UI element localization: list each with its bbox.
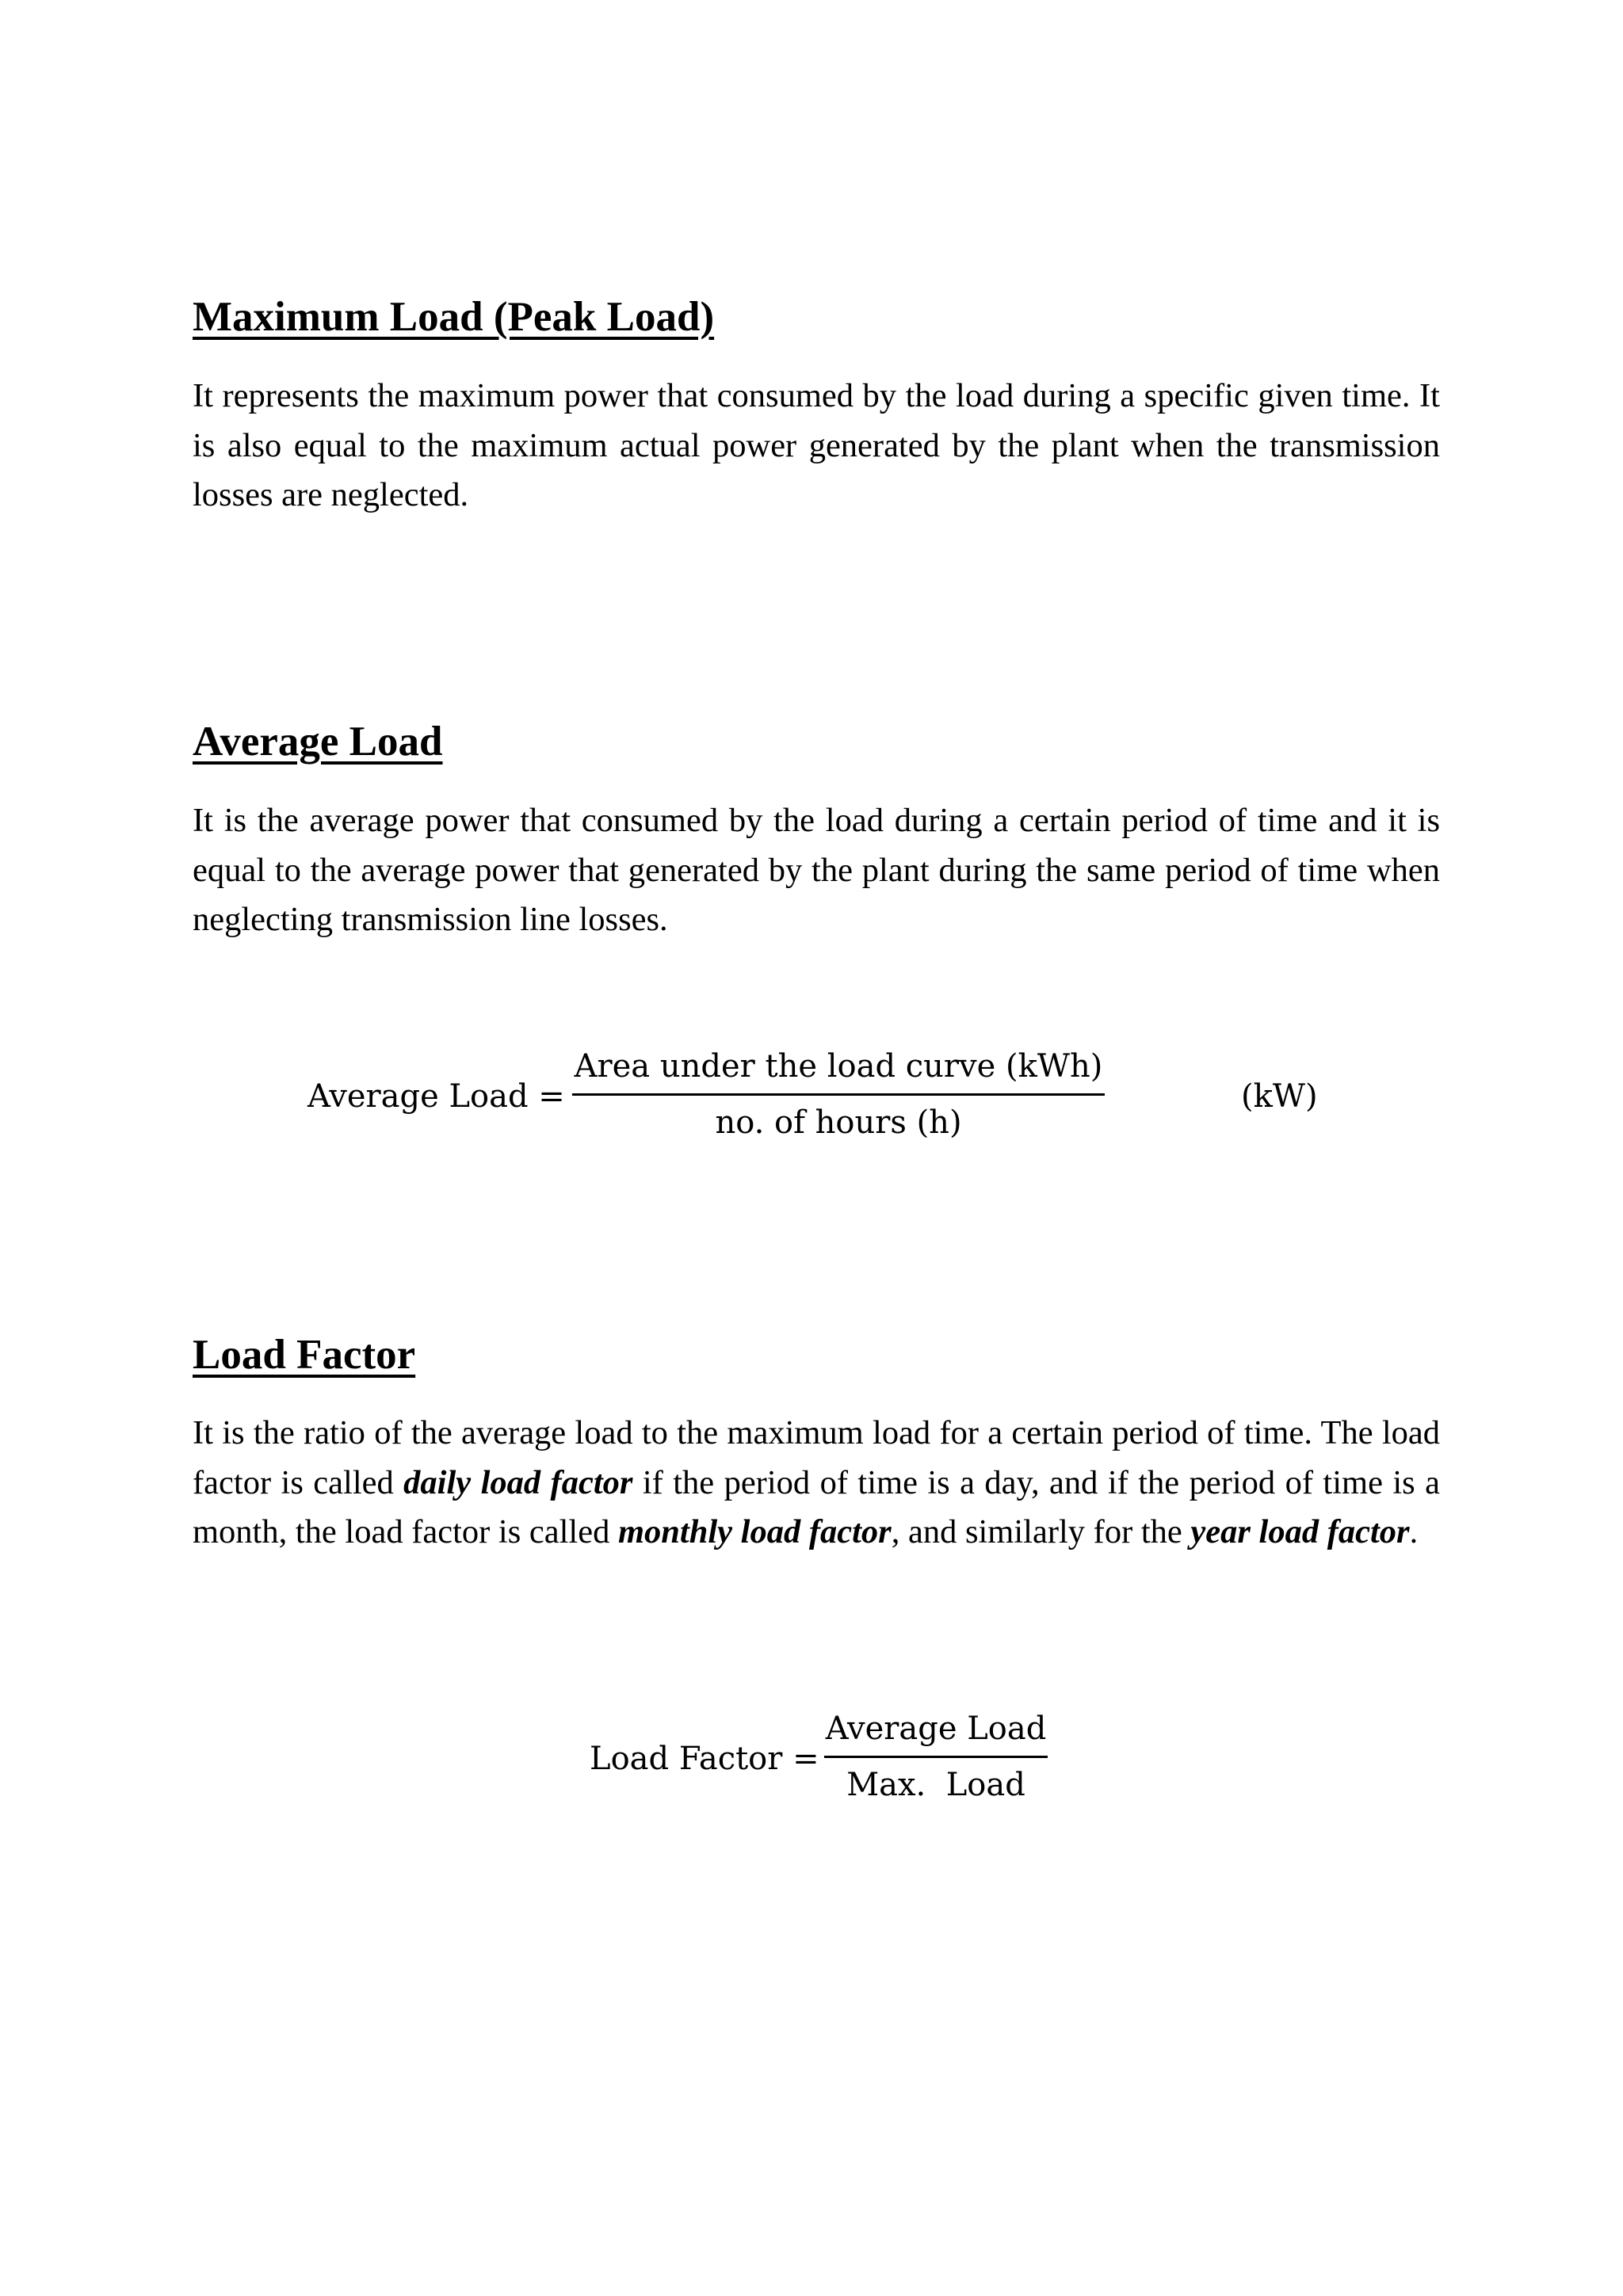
paragraph-average-load: It is the average power that consumed by the load during a certain period of time and it is equal to the average power that generated by the plant during the same period of time when neglecting transmission line losses. — [193, 802, 1440, 938]
term-monthly-load-factor: monthly load factor — [617, 1513, 892, 1550]
heading-maximum-load: Maximum Load (Peak Load) — [193, 294, 715, 340]
formula-average-load-numerator: Area under the load curve (kWh) — [574, 1048, 1103, 1085]
formula-average-load-lhs: Average Load = — [307, 1078, 565, 1115]
paragraph-load-factor — [193, 1409, 1440, 1558]
term-year-load-factor: year load factor — [1190, 1513, 1410, 1550]
heading-average-load: Average Load — [193, 719, 443, 765]
load-factor-text-3: , and similarly for the — [891, 1513, 1191, 1550]
formula-average-load-fraction — [572, 1047, 1105, 1142]
load-factor-text-4: . — [1409, 1513, 1419, 1550]
formula-load-factor-lhs: Load Factor = — [590, 1741, 819, 1777]
load-factor-text-1: It is the ratio of the average load to the maximum load for a certain period of time. The load factor is called — [193, 1414, 1440, 1501]
heading-load-factor: Load Factor — [193, 1332, 416, 1378]
formula-load-factor-fraction — [824, 1710, 1048, 1804]
formula-average-load-unit: (kW) — [1241, 1078, 1318, 1115]
load-factor-text-2: if the period of time is a day, and if the period of time is a month, the load factor is called — [193, 1463, 1440, 1550]
paragraph-maximum-load: It represents the maximum power that consumed by the load during a specific given time. It is also equal to the maximum actual power generated by the plant when the transmission losses are neglected. — [193, 377, 1440, 513]
fraction-bar — [572, 1093, 1105, 1096]
term-daily-load-factor: daily load factor — [403, 1463, 633, 1501]
formula-load-factor-denominator: Max. Load — [846, 1767, 1025, 1803]
fraction-bar — [824, 1756, 1048, 1758]
formula-load-factor-numerator: Average Load — [825, 1711, 1047, 1747]
formula-average-load-denominator: no. of hours (h) — [715, 1104, 962, 1141]
